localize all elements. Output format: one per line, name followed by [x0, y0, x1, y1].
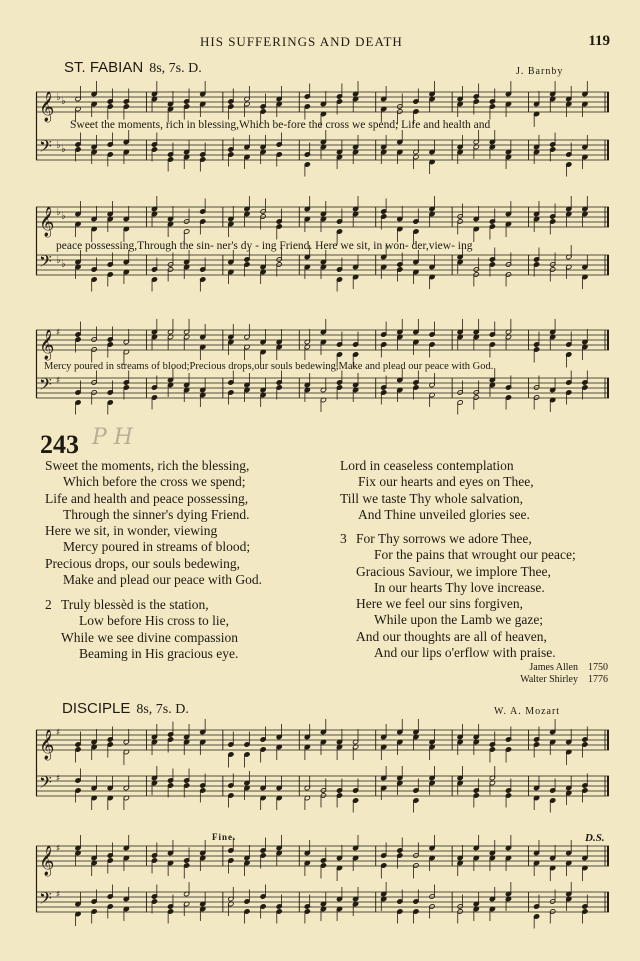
verse-line-text: Truly blessèd is the station, — [61, 597, 209, 612]
verse-1-continued — [340, 458, 534, 523]
verse-line-text: Gracious Saviour, we implore Thee, — [356, 563, 551, 579]
verse-line-text: Sweet the moments, rich the blessing, — [45, 458, 250, 473]
verse-line — [340, 612, 576, 628]
attribution-1 — [529, 662, 608, 673]
bass-clef-icon: 𝄢 — [39, 888, 52, 912]
verse-line-text: Till we taste Thy whole salvation, — [340, 490, 523, 506]
verse-line — [340, 580, 576, 596]
verse-line-text: Which before the cross we spend; — [63, 474, 246, 490]
verse-line-text: Low before His cross to lie, — [79, 613, 229, 629]
tune2-system-2 — [36, 842, 609, 916]
verse-line — [45, 630, 238, 646]
author-year: 1776 — [588, 674, 608, 685]
tune2-meter: 8s, 7s. D. — [136, 702, 189, 717]
verse-line-text: Here we sit, in wonder, viewing — [45, 523, 218, 539]
tune2-system-1 — [36, 726, 609, 800]
flat-icon: ♭ — [56, 255, 61, 266]
tune1-lyric-line-1: Sweet the moments, rich in blessing,Which be-fore the cross we spend; Life and health and — [70, 119, 491, 131]
author-year: 1750 — [588, 662, 608, 673]
verse-line-text: Lord in ceaseless contemplation — [340, 458, 514, 473]
verse-number: 2 — [45, 597, 52, 612]
tune1-meter: 8s, 7s. D. — [149, 61, 202, 76]
sharp-icon: ♯ — [56, 890, 61, 900]
verse-line-text: Make and plead our peace with God. — [63, 572, 263, 588]
page-header — [0, 34, 640, 54]
treble-clef-icon: 𝄞 — [39, 92, 55, 122]
verse-line — [45, 458, 262, 474]
hymn-number: 243 — [40, 430, 79, 459]
tune1-title — [64, 59, 202, 77]
verse-line — [340, 491, 534, 507]
ds-marking: D.S. — [585, 832, 605, 844]
flat-icon: ♭ — [61, 259, 66, 270]
verse-line — [340, 458, 534, 474]
handwritten-note: P H — [92, 425, 133, 450]
tune1-name: ST. FABIAN — [64, 59, 144, 76]
verse-line — [45, 523, 262, 539]
verse-line — [45, 572, 262, 588]
bass-clef-icon: 𝄢 — [39, 772, 52, 796]
verse-line — [340, 596, 576, 612]
verse-line — [45, 539, 262, 555]
verse-1 — [45, 458, 262, 588]
treble-clef-icon: 𝄞 — [39, 207, 55, 237]
treble-clef-icon: 𝄞 — [39, 730, 55, 760]
verse-line — [45, 556, 262, 572]
verse-line — [45, 474, 262, 490]
flat-icon: ♭ — [61, 211, 66, 222]
verse-line-text: And our lips o'erflow with praise. — [374, 645, 556, 661]
verse-line — [340, 474, 534, 490]
author-name: James Allen — [529, 662, 578, 673]
verse-line-text: And our thoughts are all of heaven, — [356, 628, 547, 644]
flat-icon: ♭ — [56, 140, 61, 151]
page-number: 119 — [588, 33, 610, 49]
verse-line-text: Here we feel our sins forgiven, — [356, 596, 523, 612]
bass-clef-icon: 𝄢 — [39, 136, 52, 160]
verse-line-text: Life and health and peace possessing, — [45, 490, 249, 506]
verse-3 — [340, 531, 576, 661]
flat-icon: ♭ — [61, 144, 66, 155]
tune2-composer: W. A. Mozart — [494, 706, 561, 717]
verse-line-text: Fix our hearts and eyes on Thee, — [358, 474, 534, 490]
verse-line — [340, 507, 534, 523]
verse-line — [45, 597, 238, 613]
flat-icon: ♭ — [56, 207, 61, 218]
fine-marking: Fine. — [212, 832, 237, 842]
verse-line — [45, 613, 238, 629]
verse-line-text: Beaming in His gracious eye. — [79, 645, 239, 661]
verse-line — [45, 507, 262, 523]
verse-line — [45, 491, 262, 507]
sharp-icon: ♯ — [56, 844, 61, 854]
tune1-lyric-line-3: Mercy poured in streams of blood;Precious drops,our souls bedewing,Make and plead our peace with God. — [44, 361, 494, 372]
verse-line — [45, 646, 238, 662]
verse-line-text: Mercy poured in streams of blood; — [63, 539, 251, 555]
sharp-icon: ♯ — [56, 328, 61, 338]
verse-2 — [45, 597, 238, 662]
tune2-name: DISCIPLE — [62, 700, 131, 717]
bass-clef-icon: 𝄢 — [39, 251, 52, 275]
verse-line — [340, 547, 576, 563]
treble-clef-icon: 𝄞 — [39, 846, 55, 876]
tune1-composer: J. Barnby — [516, 66, 564, 77]
verse-line — [340, 645, 576, 661]
running-head: HIS SUFFERINGS AND DEATH — [200, 34, 403, 49]
bass-clef-icon: 𝄢 — [39, 374, 52, 398]
verse-line-text: For the pains that wrought our peace; — [374, 547, 576, 563]
verse-line — [340, 564, 576, 580]
verse-line — [340, 629, 576, 645]
attribution-2 — [520, 674, 608, 685]
verse-number: 3 — [340, 531, 347, 546]
tune1-lyric-line-2: peace possessing,Through the sin- ner's dy - ing Friend. Here we sit, in won- der,view- ing — [56, 240, 473, 252]
verse-line — [340, 531, 576, 547]
verse-line-text: In our hearts Thy love increase. — [374, 579, 545, 595]
sharp-icon: ♯ — [56, 774, 61, 784]
verse-line-text: And Thine unveiled glories see. — [358, 506, 530, 522]
author-name: Walter Shirley — [520, 674, 578, 685]
verse-line-text: Through the sinner's dying Friend. — [63, 506, 250, 522]
sharp-icon: ♯ — [56, 728, 61, 738]
verse-line-text: While we see divine compassion — [61, 629, 238, 645]
verse-line-text: While upon the Lamb we gaze; — [374, 612, 544, 628]
treble-clef-icon: 𝄞 — [39, 330, 55, 360]
flat-icon: ♭ — [61, 96, 66, 107]
flat-icon: ♭ — [56, 92, 61, 103]
tune2-title — [62, 700, 189, 718]
verse-line-text: For Thy sorrows we adore Thee, — [356, 531, 532, 546]
verse-line-text: Precious drops, our souls bedewing, — [45, 555, 240, 571]
sharp-icon: ♯ — [56, 376, 61, 386]
